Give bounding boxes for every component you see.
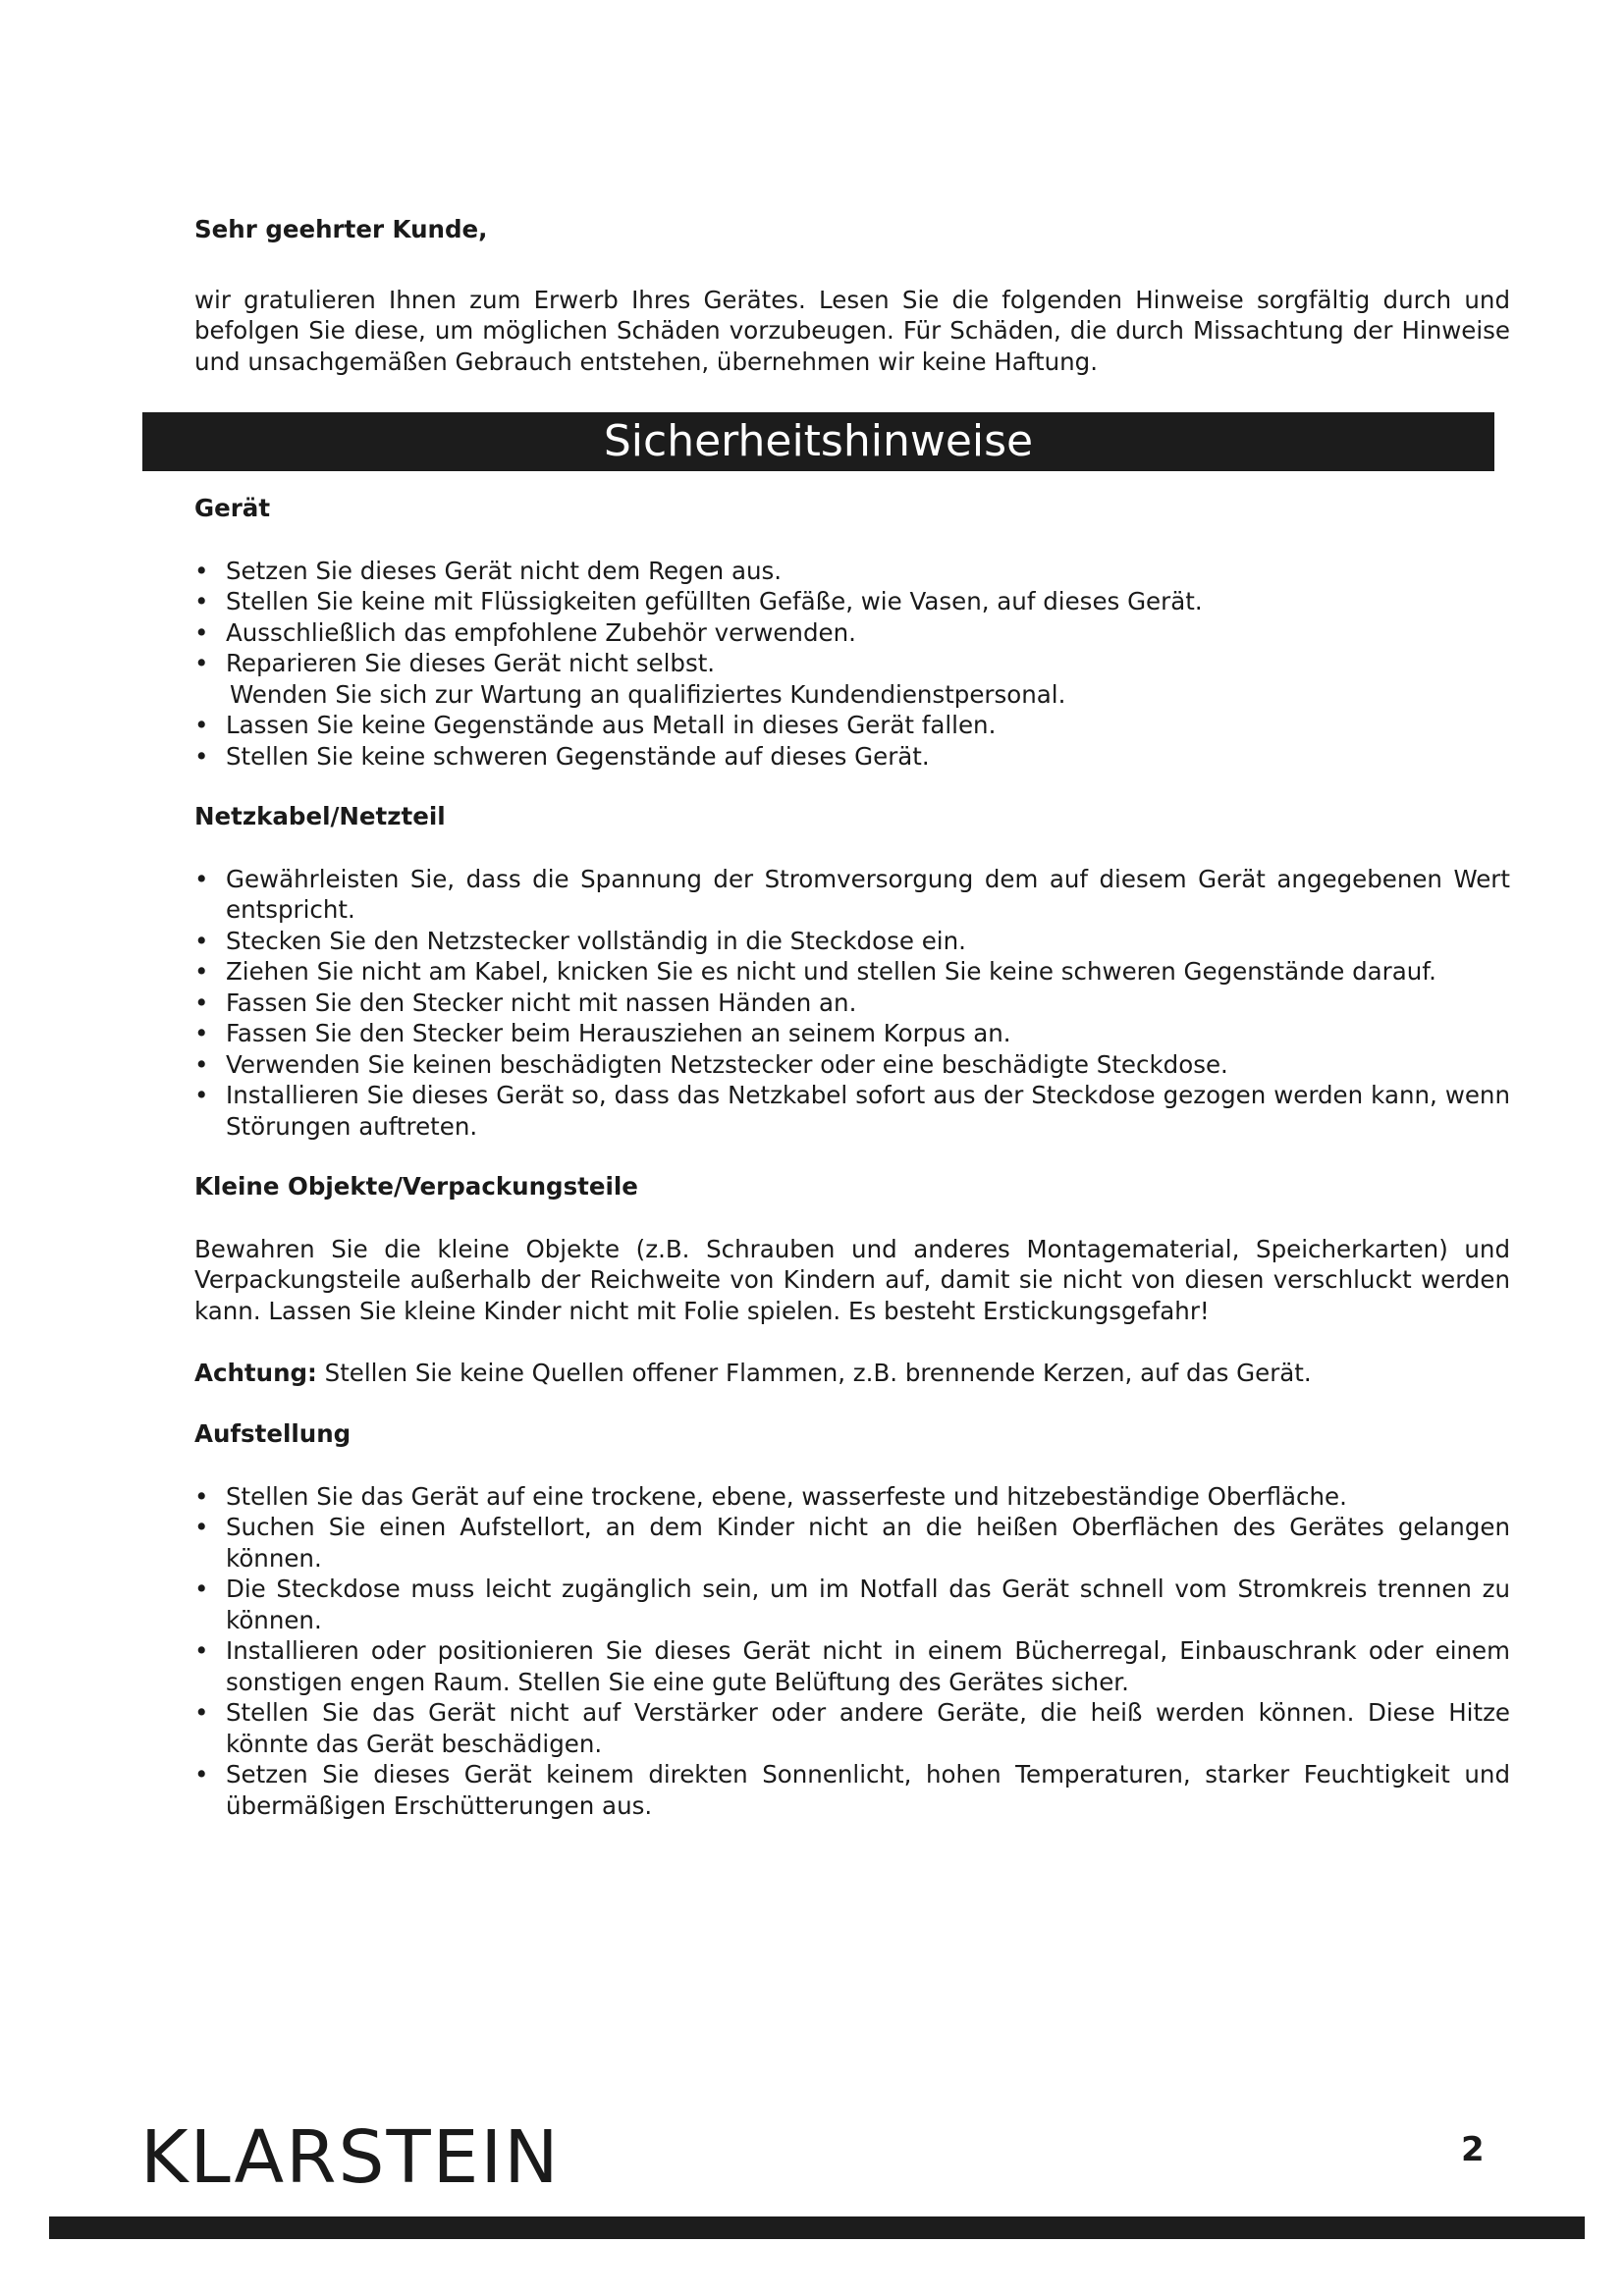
bullet-icon: •: [194, 587, 209, 615]
bullet-icon: •: [194, 1049, 209, 1079]
bullet-icon: •: [194, 617, 209, 647]
warning-text: Stellen Sie keine Quellen offener Flammen, z.B. brennende Kerzen, auf das Gerät.: [316, 1359, 1312, 1387]
list-item: • Fassen Sie den Stecker nicht mit nassen Händen an.: [194, 988, 857, 1017]
bullet-icon: •: [194, 1636, 209, 1665]
bullet-icon: •: [194, 926, 209, 955]
intro-paragraph: wir gratulieren Ihnen zum Erwerb Ihres Gerätes. Lesen Sie die folgenden Hinweise sorgfältig durch und befolgen Sie diese, um möglichen Schäden vorzubeugen. Für Schäden, die durch Missachtung der Hinweise und unsachgemäßen Gebrauch entstehen, übernehmen wir keine Haftung.: [194, 285, 1510, 376]
bullet-icon: •: [194, 988, 209, 1017]
bullet-icon: •: [194, 1575, 209, 1603]
bullet-icon: •: [194, 711, 209, 739]
list-item: • Die Steckdose muss leicht zugänglich sein, um im Notfall das Gerät schnell vom Stromkreis trennen zu können.: [194, 1575, 1510, 1634]
bullet-list: [194, 556, 1510, 773]
section-heading: Netzkabel/Netzteil: [194, 802, 446, 830]
bullet-icon: •: [194, 1019, 209, 1047]
bullet-icon: •: [194, 556, 209, 585]
section-geraet: [194, 493, 1510, 772]
brand-logo: KLARSTEIN: [140, 2115, 561, 2200]
list-item: • Suchen Sie einen Aufstellort, an dem Kinder nicht an die heißen Oberflächen des Gerätes gelangen können.: [194, 1513, 1510, 1573]
list-item: • Fassen Sie den Stecker beim Herausziehen an seinem Korpus an.: [194, 1019, 1011, 1047]
list-item: • Verwenden Sie keinen beschädigten Netzstecker oder eine beschädigte Steckdose.: [194, 1049, 1228, 1079]
list-item: • Setzen Sie dieses Gerät keinem direkten Sonnenlicht, hohen Temperaturen, starker Feuchtigkeit und übermäßigen Erschütterungen aus.: [194, 1760, 1510, 1820]
bullet-list: [194, 864, 1510, 1143]
intro-block: [194, 214, 1510, 411]
bullet-icon: •: [194, 1081, 209, 1109]
list-item: • Installieren oder positionieren Sie dieses Gerät nicht in einem Bücherregal, Einbauschrank oder einem sonstigen engen Raum. Stellen Sie eine gute Belüftung des Gerätes sicher.: [194, 1636, 1510, 1696]
objekte-paragraph: Bewahren Sie die kleine Objekte (z.B. Schrauben und anderes Montagematerial, Speicherkarten) und Verpackungsteile außerhalb der Reichweite von Kindern auf, damit sie nicht von diesen verschluckt werden kann. Lassen Sie kleine Kinder nicht mit Folie spielen. Es besteht Erstickungsgefahr!: [194, 1234, 1510, 1325]
warning-paragraph: [194, 1358, 1510, 1389]
section-netzkabel: [194, 801, 1510, 1142]
section-aufstellung: [194, 1418, 1510, 1821]
list-item: • Stellen Sie das Gerät nicht auf Verstärker oder andere Geräte, die heiß werden können. Diese Hitze könnte das Gerät beschädigen.: [194, 1698, 1510, 1758]
page-number: 2: [1461, 2130, 1485, 2169]
bullet-icon: •: [194, 864, 209, 893]
bullet-icon: •: [194, 1481, 209, 1511]
bullet-list: [194, 1481, 1510, 1822]
page-title: Sicherheitshinweise: [142, 412, 1494, 471]
bullet-icon: •: [194, 741, 209, 771]
section-objekte: [194, 1171, 1510, 1389]
section-heading: Aufstellung: [194, 1419, 352, 1448]
list-item: • Stellen Sie keine schweren Gegenstände auf dieses Gerät.: [194, 741, 930, 771]
list-item: • Installieren Sie dieses Gerät so, dass das Netzkabel sofort aus der Steckdose gezogen werden kann, wenn Störungen auftreten.: [194, 1081, 1510, 1141]
list-item: • Ziehen Sie nicht am Kabel, knicken Sie es nicht und stellen Sie keine schweren Gegenstände darauf.: [194, 957, 1436, 986]
list-item: • Setzen Sie dieses Gerät nicht dem Regen aus.: [194, 556, 783, 585]
list-item: • Stecken Sie den Netzstecker vollständig in die Steckdose ein.: [194, 926, 966, 955]
bullet-icon: •: [194, 957, 209, 986]
bullet-icon: •: [194, 1760, 209, 1789]
list-item: • Stellen Sie keine mit Flüssigkeiten gefüllten Gefäße, wie Vasen, auf dieses Gerät.: [194, 587, 1203, 615]
list-item: • Reparieren Sie dieses Gerät nicht selbst. Wenden Sie sich zur Wartung an qualifiziertes Kundendienstpersonal.: [194, 648, 1510, 710]
section-heading: Kleine Objekte/Verpackungsteile: [194, 1172, 638, 1201]
list-item: • Stellen Sie das Gerät auf eine trockene, ebene, wasserfeste und hitzebeständige Oberfläche.: [194, 1481, 1347, 1511]
list-item: • Ausschließlich das empfohlene Zubehör verwenden.: [194, 617, 856, 647]
warning-label: Achtung:: [194, 1359, 317, 1387]
section-heading: Gerät: [194, 494, 271, 522]
bullet-icon: •: [194, 649, 209, 677]
greeting: Sehr geehrter Kunde,: [194, 215, 488, 243]
list-item: • Gewährleisten Sie, dass die Spannung der Stromversorgung dem auf diesem Gerät angegebenen Wert entspricht.: [194, 864, 1510, 924]
bullet-icon: •: [194, 1513, 209, 1541]
bullet-icon: •: [194, 1698, 209, 1727]
list-item-continuation: Wenden Sie sich zur Wartung an qualifiziertes Kundendienstpersonal.: [230, 679, 1066, 709]
list-item: • Lassen Sie keine Gegenstände aus Metall in dieses Gerät fallen.: [194, 711, 997, 739]
footer-bar: [49, 2216, 1585, 2239]
